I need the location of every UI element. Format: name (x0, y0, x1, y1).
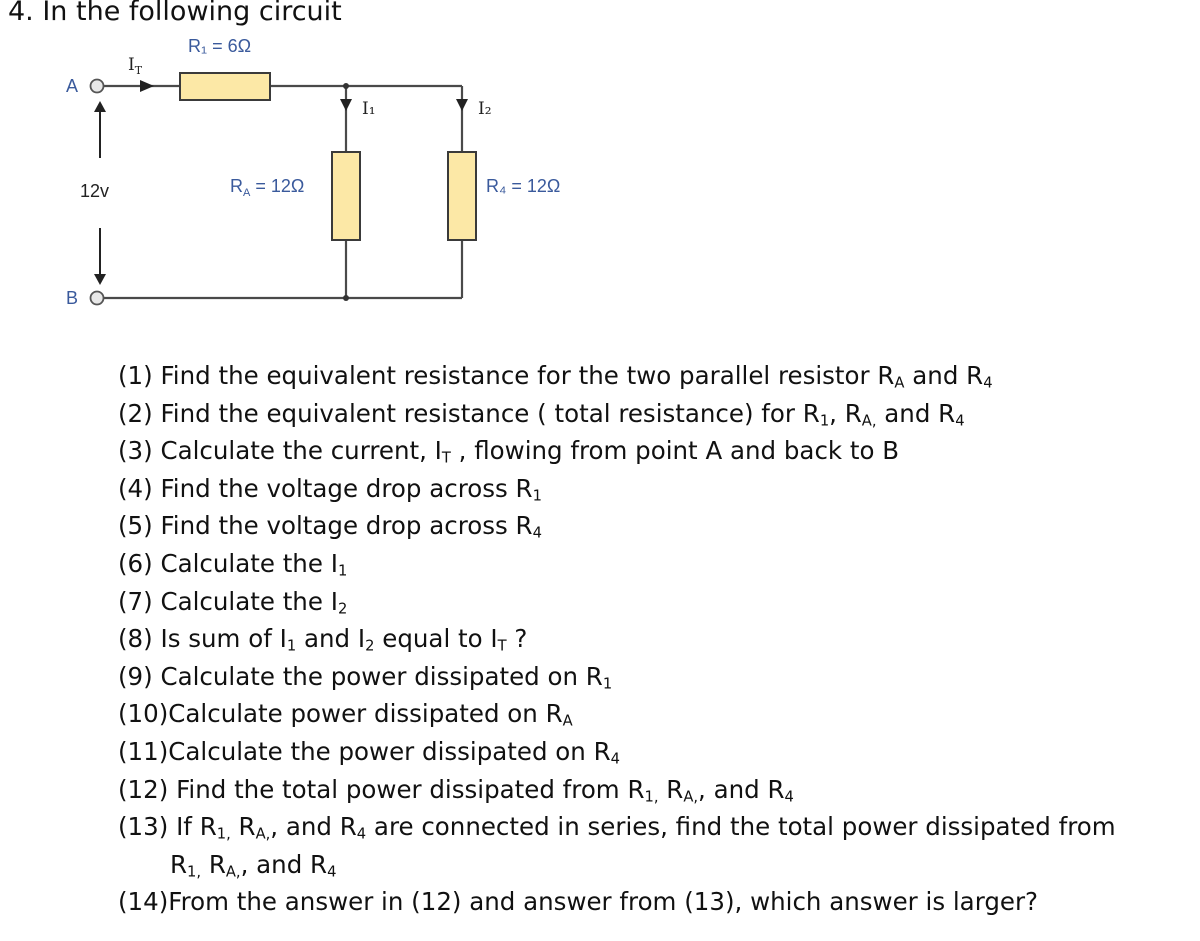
label-ra: $R_A = 12\Omega$ (230, 176, 305, 199)
resistor-ra (332, 152, 360, 240)
label-it: $I_T$ (128, 55, 143, 77)
question-3: (3) Calculate the current, $I_T$ , flowing from point A and back to B (118, 436, 900, 467)
current-i2-arrow (456, 99, 468, 111)
question-5: (5) Find the voltage drop across $R_4$ (118, 511, 542, 543)
question-13: (13) If $R_{1,}$ $R_{A,}$, and $R_4$ are connected in series, find the total power dissipated from (118, 812, 1116, 843)
current-i1-arrow (340, 99, 352, 111)
label-r4: R₄ = 12Ω (486, 176, 561, 196)
question-1: (1) Find the equivalent resistance for the two parallel resistor $R_A$ and $R_4$ (118, 361, 993, 392)
junction-bottom (343, 295, 349, 301)
question-13-continued: $R_{1,}$ $R_{A,}$, and $R_4$ (170, 849, 337, 881)
question-list (118, 357, 1188, 921)
question-2: (2) Find the equivalent resistance ( total resistance) for $R_1$, $R_{A,}$ and $R_4$ (118, 398, 965, 430)
junction-top (343, 83, 349, 89)
label-voltage: 12v (80, 181, 110, 201)
label-node-b: B (66, 288, 79, 308)
circuit-diagram (0, 0, 640, 330)
resistor-r1 (180, 73, 270, 100)
resistor-r4 (448, 152, 476, 240)
terminal-b (91, 292, 104, 305)
voltage-arrow-up-head (94, 101, 106, 112)
question-8: (8) Is sum of $I_1$ and $I_2$ equal to $I_T$ ? (118, 624, 528, 655)
question-9: (9) Calculate the power dissipated on $R_1$ (118, 661, 613, 693)
problem-heading: 4. In the following circuit (8, 0, 342, 27)
current-it-arrow (140, 80, 154, 92)
label-i2: I₂ (478, 99, 492, 119)
label-node-a: A (66, 76, 79, 96)
label-i1: I₁ (362, 99, 376, 119)
label-r1: R₁ = 6Ω (188, 36, 252, 56)
question-11: (11)Calculate the power dissipated on $R_4$ (118, 736, 620, 768)
question-10: (10)Calculate power dissipated on $R_A$ (118, 699, 573, 731)
question-12: (12) Find the total power dissipated from $R_{1,}$ $R_{A,}$, and $R_4$ (118, 774, 794, 806)
question-4: (4) Find the voltage drop across $R_1$ (118, 473, 542, 505)
question-6: (6) Calculate the $I_1$ (118, 548, 348, 580)
voltage-arrow-down-head (94, 274, 106, 285)
question-7: (7) Calculate the $I_2$ (118, 586, 348, 618)
question-14: (14)From the answer in (12) and answer from (13), which answer is larger? (118, 887, 1039, 917)
terminal-a (91, 80, 104, 93)
